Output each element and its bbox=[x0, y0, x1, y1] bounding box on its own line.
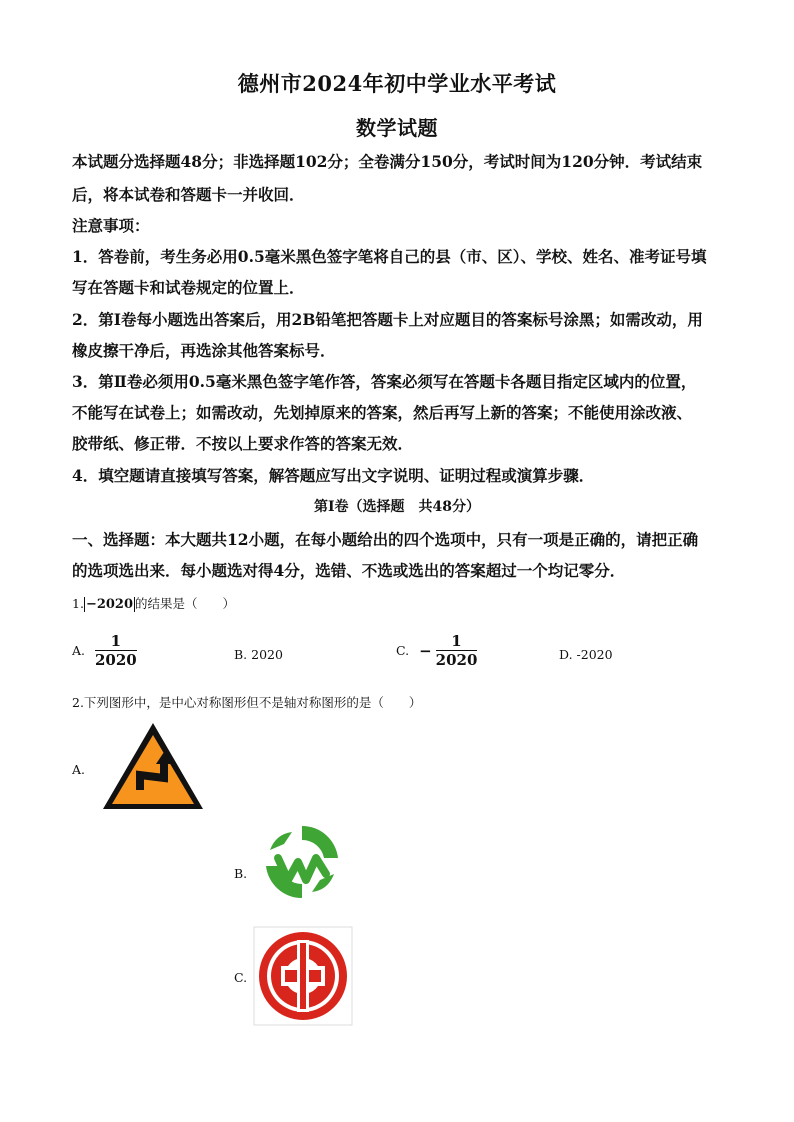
section-instruction-line-2: 的选项选出来．每小题选对得4分，选错、不选或选出的答案超过一个均记零分． bbox=[72, 561, 626, 580]
option-c-fraction bbox=[436, 633, 478, 668]
q2-option-b-label: B. bbox=[234, 866, 248, 881]
note-2-line-1: 2．第Ⅰ卷每小题选出答案后，用2B铅笔把答题卡上对应题目的答案标号涂黑；如需改动，用 bbox=[72, 310, 703, 329]
section-heading: 第Ⅰ卷（选择题 共48分） bbox=[313, 499, 481, 515]
note-1-line-2: 写在答题卡和试卷规定的位置上． bbox=[72, 278, 305, 297]
question-2-stem: 2.下列图形中，是中心对称图形但不是轴对称图形的是（ ） bbox=[72, 695, 422, 710]
option-a-numerator: 1 bbox=[110, 632, 122, 650]
q1-option-a bbox=[72, 633, 137, 668]
note-2-line-2: 橡皮擦干净后，再选涂其他答案标号． bbox=[72, 341, 336, 360]
intro-line-1: 本试题分选择题48分；非选择题102分；全卷满分150分，考试时间为120分钟．考试结束 bbox=[72, 152, 703, 171]
option-c-numerator: 1 bbox=[451, 632, 462, 650]
red-circle-logo-icon bbox=[253, 926, 353, 1026]
note-3-line-1: 3．第Ⅱ卷必须用0.5毫米黑色签字笔作答，答案必须写在答题卡各题目指定区域内的位置， bbox=[72, 372, 697, 391]
note-1-line-1: 1．答卷前，考生务必用0.5毫米黑色签字笔将自己的县（市、区）、学校、姓名、准考证号填 bbox=[72, 247, 707, 266]
note-3-line-3: 胶带纸、修正带．不按以上要求作答的答案无效． bbox=[72, 434, 414, 453]
q1-option-b: B. 2020 bbox=[234, 647, 283, 662]
question-1-text: 的结果是（ ） bbox=[135, 596, 236, 611]
green-swirl-logo-icon bbox=[262, 822, 342, 902]
section-instruction-line-1: 一、选择题：本大题共12小题，在每小题给出的四个选项中，只有一项是正确的，请把正确 bbox=[72, 530, 699, 549]
option-a-fraction bbox=[95, 633, 137, 668]
winding-road-sign-icon bbox=[100, 720, 206, 812]
note-4-line-1: 4．填空题请直接填写答案，解答题应写出文字说明、证明过程或演算步骤． bbox=[72, 466, 595, 485]
q2-option-c-label: C. bbox=[234, 970, 248, 985]
note-3-line-2: 不能写在试卷上；如需改动，先划掉原来的答案，然后再写上新的答案；不能使用涂改液、 bbox=[72, 403, 693, 422]
question-1-number: 1. bbox=[72, 596, 84, 611]
option-c-denominator: 2020 bbox=[435, 651, 478, 669]
q1-option-c bbox=[396, 633, 477, 668]
option-c-label: C. bbox=[396, 643, 410, 658]
notes-heading: 注意事项： bbox=[72, 216, 150, 235]
question-1-stem bbox=[72, 594, 235, 612]
q1-option-d: D. -2020 bbox=[559, 647, 613, 662]
option-a-denominator: 2020 bbox=[95, 651, 137, 669]
intro-line-2: 后，将本试卷和答题卡一并收回． bbox=[72, 185, 305, 204]
option-a-label: A. bbox=[72, 643, 86, 658]
option-c-sign: − bbox=[419, 641, 432, 660]
q2-option-a-label: A. bbox=[72, 762, 86, 777]
absolute-value-expression: −2020 bbox=[85, 597, 134, 612]
exam-subtitle: 数学试题 bbox=[356, 116, 438, 140]
exam-title: 德州市2024年初中学业水平考试 bbox=[237, 71, 557, 96]
